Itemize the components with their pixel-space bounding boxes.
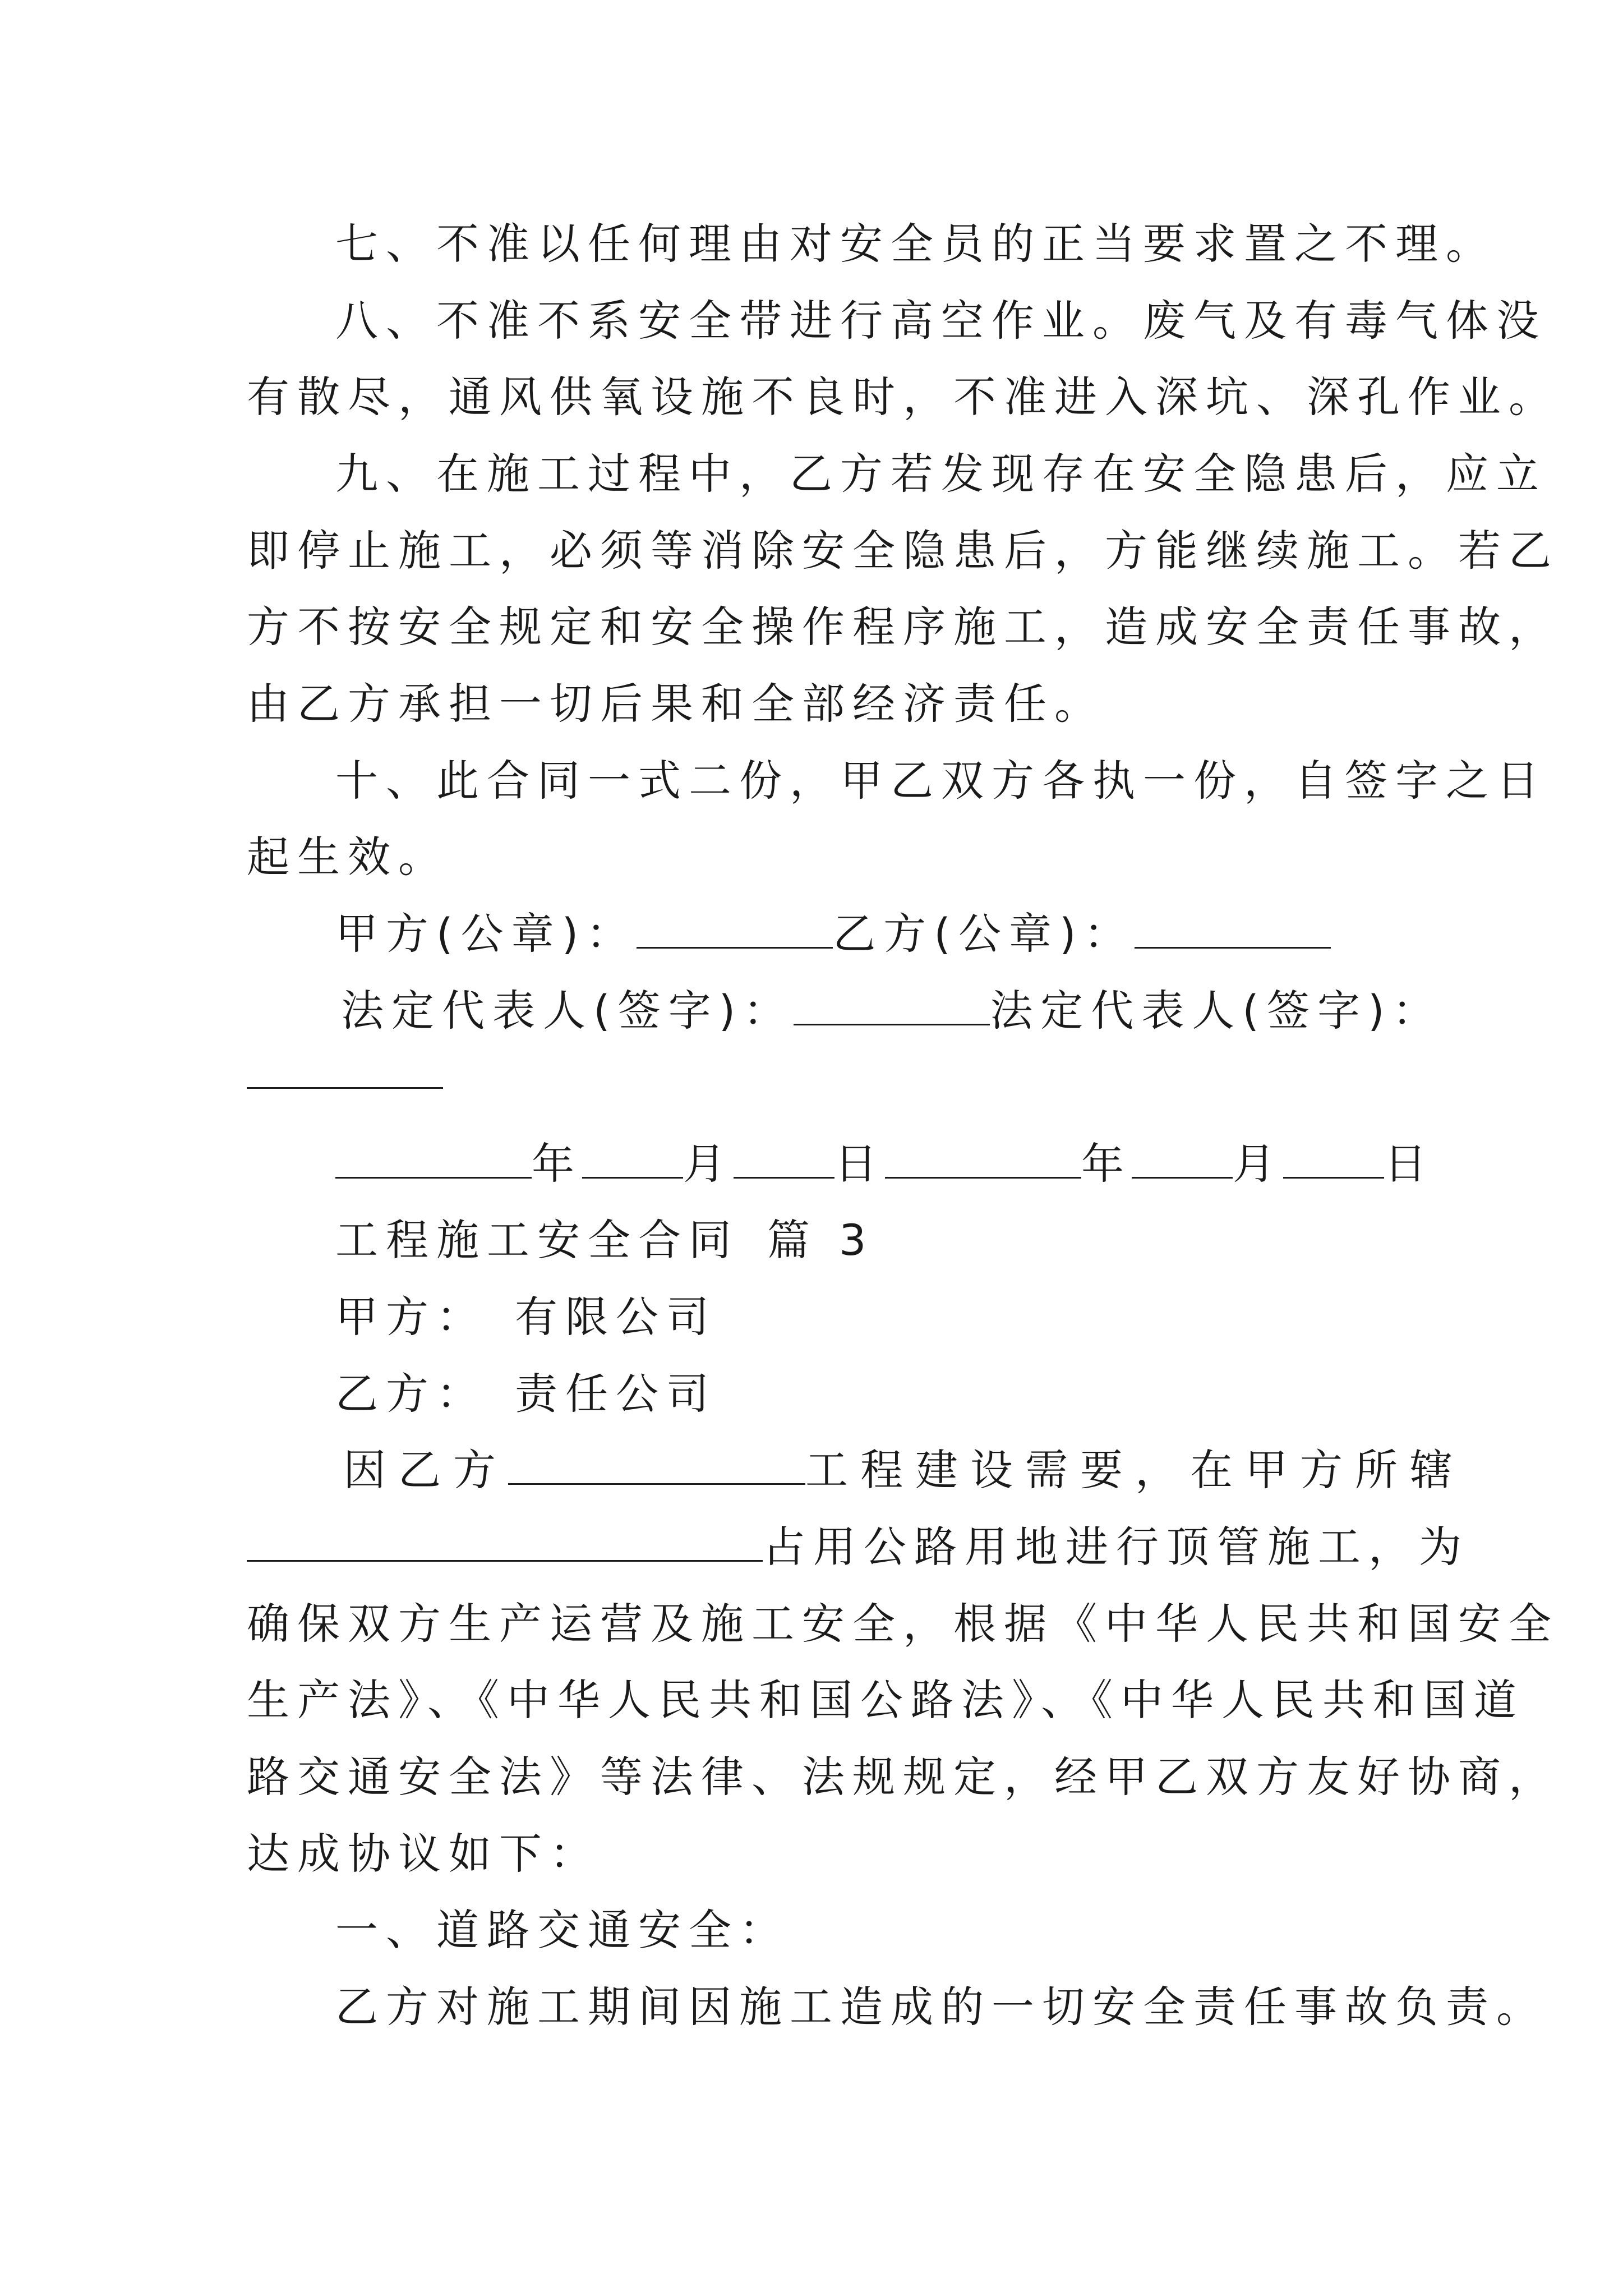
- section-3-heading: [335, 1212, 1468, 1268]
- date-a-day-label: 日: [834, 1139, 885, 1189]
- legal-rep-line: [341, 983, 1474, 1039]
- intro-line-2-text: 占用公路用地进行顶管施工，为: [763, 1522, 1469, 1572]
- legal-rep-b-label: 法定代表人(签字)：: [990, 986, 1443, 1036]
- date-b-year-label: 年: [1081, 1139, 1132, 1189]
- intro-line-2: [247, 1519, 1469, 1575]
- date-a-year-label: 年: [532, 1139, 582, 1189]
- date-b-month-label: 月: [1233, 1139, 1283, 1189]
- party-b-seal-label: 乙方(公章)：: [833, 909, 1135, 959]
- party-b-label: 乙方：: [335, 1369, 487, 1419]
- part-label: 篇 3: [767, 1215, 874, 1265]
- party-a-seal-blank: [637, 912, 833, 949]
- section-title: 工程施工安全合同: [335, 1215, 739, 1265]
- clause-8-line-2: 有散尽，通风供氧设施不良时，不准进入深坑、深孔作业。: [247, 372, 1559, 422]
- date-b-day-blank: [1283, 1142, 1384, 1179]
- party-a-name: 有限公司: [515, 1292, 717, 1342]
- party-a-label: 甲方：: [335, 1292, 487, 1342]
- clause-1-title: 一、道路交通安全：: [335, 1905, 790, 1955]
- date-b-day-label: 日: [1384, 1139, 1435, 1189]
- clause-9-line-3: 方不按安全规定和安全操作程序施工，造成安全责任事故，: [247, 602, 1559, 652]
- party-a-seal-label: 甲方(公章)：: [335, 909, 637, 959]
- intro-line-6: 达成协议如下：: [247, 1829, 600, 1879]
- intro-line-1: [343, 1442, 1476, 1498]
- location-blank: [247, 1525, 763, 1562]
- clause-7: 七、不准以任何理由对安全员的正当要求置之不理。: [335, 219, 1496, 269]
- clause-10-line-2: 起生效。: [247, 832, 449, 882]
- party-b-line: [335, 1366, 1468, 1422]
- clause-9-line-1: 九、在施工过程中，乙方若发现存在安全隐患后，应立: [335, 449, 1547, 499]
- date-b-month-blank: [1132, 1142, 1233, 1179]
- date-line: [335, 1136, 1468, 1192]
- project-name-blank: [508, 1448, 805, 1485]
- intro-prefix: 因乙方: [343, 1445, 508, 1495]
- party-b-seal-blank: [1135, 912, 1331, 949]
- intro-line-5: 路交通安全法》等法律、法规规定，经甲乙双方友好协商，: [247, 1752, 1559, 1802]
- party-b-name: 责任公司: [515, 1369, 717, 1419]
- clause-8-line-1: 八、不准不系安全带进行高空作业。废气及有毒气体没: [335, 296, 1547, 346]
- intro-line-4: 生产法》、《中华人民共和国公路法》、《中华人民共和国道: [247, 1675, 1524, 1725]
- clause-9-line-2: 即停止施工，必须等消除安全隐患后，方能继续施工。若乙: [247, 526, 1559, 576]
- intro-line-3: 确保双方生产运营及施工安全，根据《中华人民共和国安全: [247, 1599, 1559, 1649]
- legal-rep-b-blank-line: [247, 1046, 1380, 1102]
- date-a-month-label: 月: [683, 1139, 734, 1189]
- date-a-day-blank: [734, 1142, 834, 1179]
- legal-rep-a-label: 法定代表人(签字)：: [341, 986, 794, 1036]
- date-b-year-blank: [885, 1142, 1081, 1179]
- intro-mid: 工程建设需要，在甲方所辖: [805, 1445, 1465, 1495]
- date-a-year-blank: [335, 1142, 532, 1179]
- clause-10-line-1: 十、此合同一式二份，甲乙双方各执一份，自签字之日: [335, 756, 1547, 806]
- date-a-month-blank: [582, 1142, 683, 1179]
- legal-rep-a-blank: [794, 989, 990, 1025]
- seal-line: [335, 906, 1468, 962]
- clause-9-line-4: 由乙方承担一切后果和全部经济责任。: [247, 679, 1105, 729]
- legal-rep-b-blank: [247, 1052, 443, 1089]
- party-a-line: [335, 1289, 1468, 1345]
- clause-1-text: 乙方对施工期间因施工造成的一切安全责任事故负责。: [335, 1982, 1547, 2032]
